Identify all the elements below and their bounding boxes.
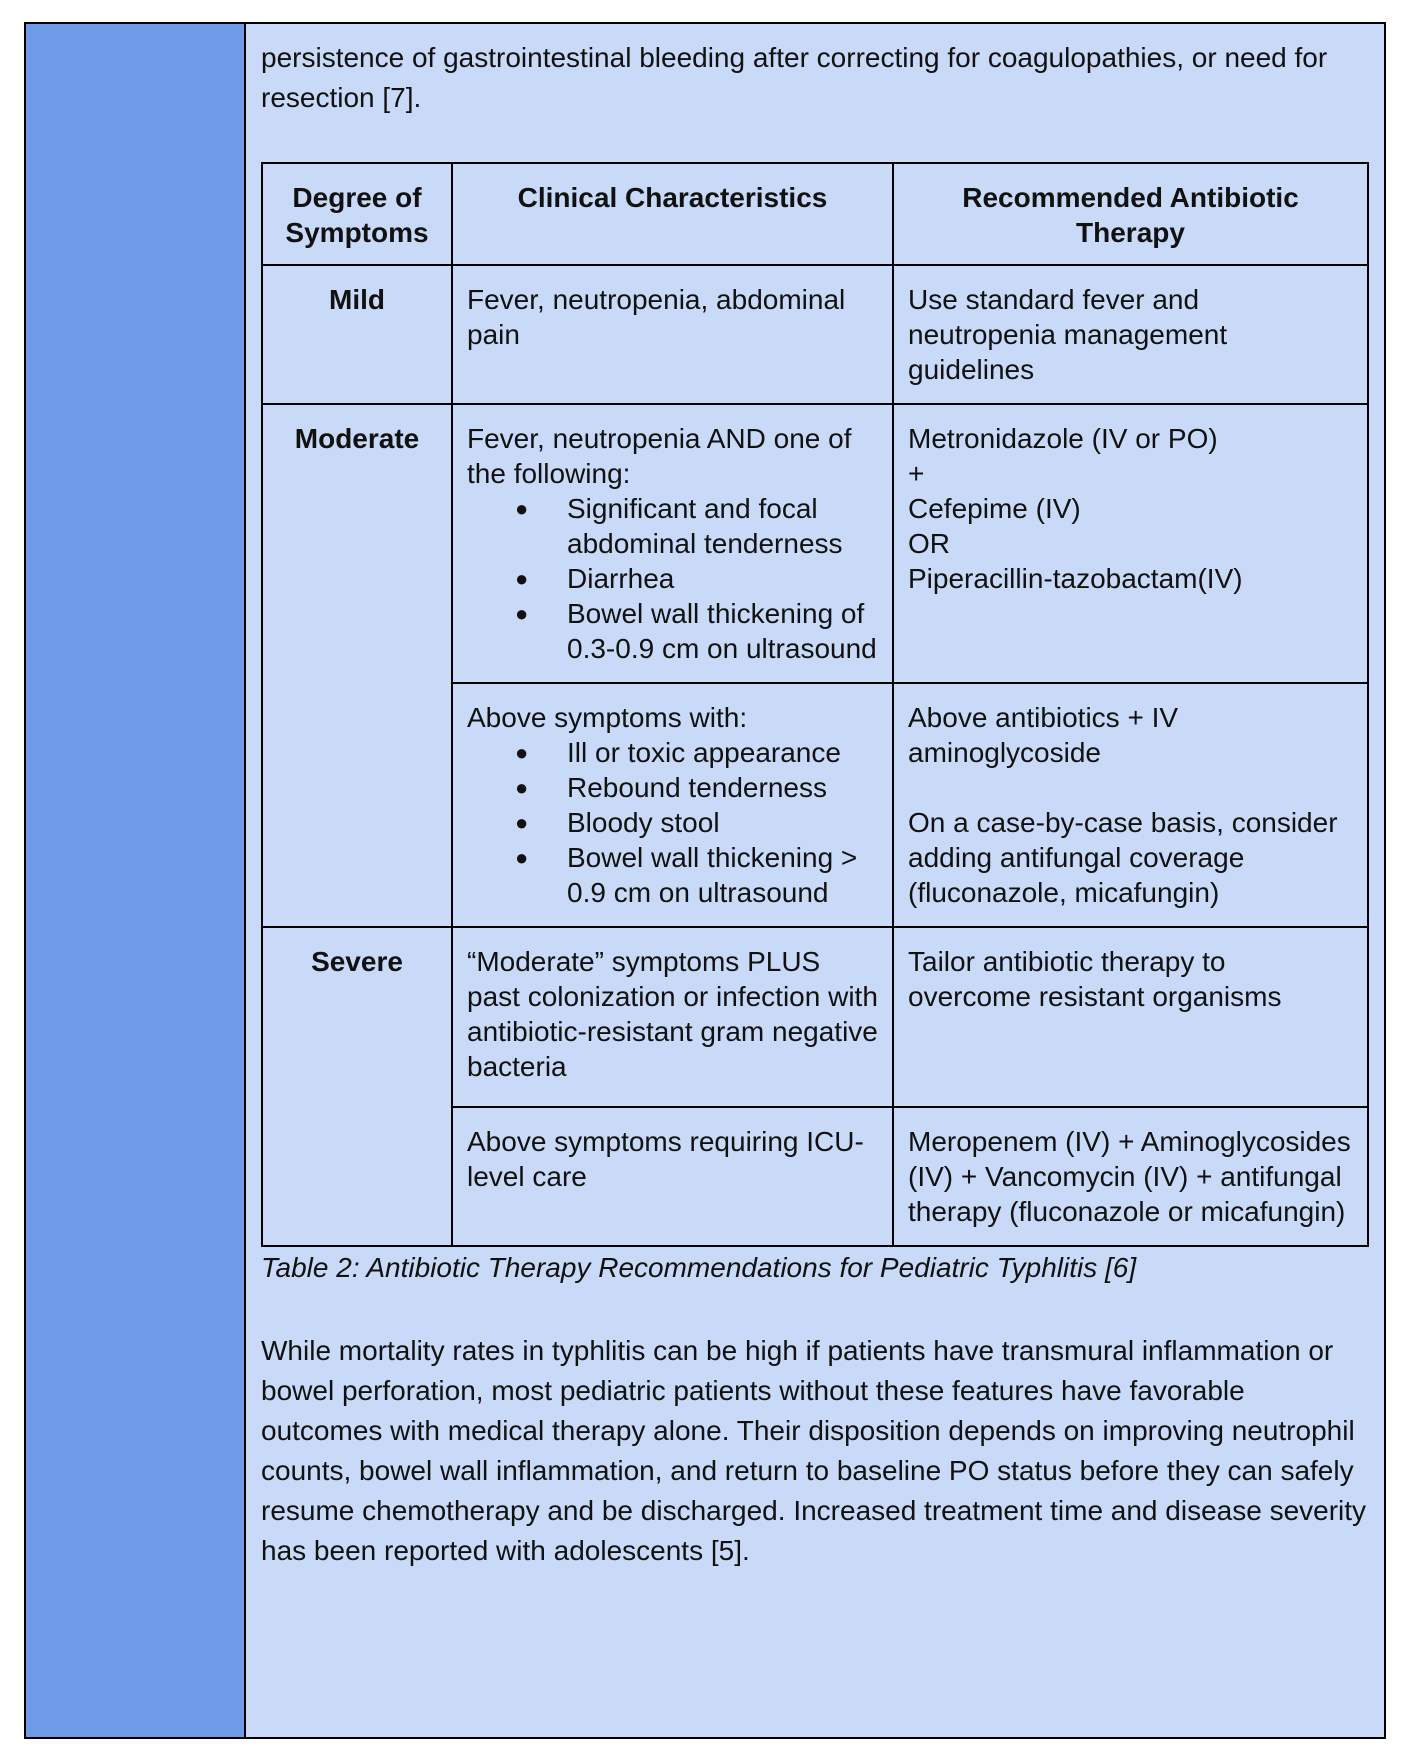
list-item: ● Significant and focal abdominal tenderness <box>467 491 878 561</box>
intro-paragraph: persistence of gastrointestinal bleeding after correcting for coagulopathies, or need for resection [7]. <box>261 42 1328 113</box>
list-item: ● Ill or toxic appearance <box>467 735 878 770</box>
clinical-moderate-1 <box>452 404 893 683</box>
degree-moderate: Moderate <box>262 404 452 927</box>
therapy-moderate-2 <box>893 683 1368 927</box>
therapy-mild: Use standard fever and neutropenia management guidelines <box>893 265 1368 404</box>
table-row-severe-1 <box>262 927 1368 1107</box>
therapy-severe-2: Meropenem (IV) + Aminoglycosides (IV) + Vancomycin (IV) + antifungal therapy (fluconazole or micafungin) <box>893 1107 1368 1246</box>
table-row-moderate-1 <box>262 404 1368 683</box>
degree-severe: Severe <box>262 927 452 1246</box>
header-degree: Degree of Symptoms <box>262 163 452 265</box>
therapy-moderate-2-p1: Above antibiotics + IV aminoglycoside <box>908 702 1179 768</box>
clinical-moderate-2-list <box>467 735 878 910</box>
table-row-mild <box>262 265 1368 404</box>
paragraph-gap <box>908 770 1353 805</box>
clinical-moderate-2-intro: Above symptoms with: <box>467 702 748 733</box>
clinical-moderate-1-list <box>467 491 878 666</box>
therapy-line: Piperacillin-tazobactam(IV) <box>908 563 1243 594</box>
body-paragraph: While mortality rates in typhlitis can be high if patients have transmural inflammation or bowel perforation, most pediatric patients without these features have favorable outcomes with medical therapy alone. Their disposition depends on improving neutrophil counts, bowel wall inflammation, and return to baseline PO status before they can safely resume chemotherapy and be discharged. Increased treatment time and disease severity has been reported with adolescents [5]. <box>261 1335 1367 1566</box>
degree-mild: Mild <box>262 265 452 404</box>
clinical-severe-1: “Moderate” symptoms PLUS past colonization or infection with antibiotic-resistant gram negative bacteria <box>452 927 893 1107</box>
clinical-moderate-1-intro: Fever, neutropenia AND one of the following: <box>467 423 852 489</box>
sidebar-color-bar <box>26 24 246 1737</box>
content-panel <box>246 24 1384 1737</box>
header-clinical: Clinical Characteristics <box>452 163 893 265</box>
clinical-moderate-2 <box>452 683 893 927</box>
therapy-line: Cefepime (IV) <box>908 493 1081 524</box>
document-frame <box>24 22 1386 1739</box>
clinical-mild: Fever, neutropenia, abdominal pain <box>452 265 893 404</box>
list-item: ● Rebound tenderness <box>467 770 878 805</box>
therapy-moderate-1 <box>893 404 1368 683</box>
list-item: ● Bloody stool <box>467 805 878 840</box>
therapy-moderate-2-p2: On a case-by-case basis, consider adding antifungal coverage (fluconazole, micafungin) <box>908 807 1338 908</box>
therapy-line: Metronidazole (IV or PO) <box>908 423 1218 454</box>
therapy-line: OR <box>908 528 950 559</box>
table-caption: Table 2: Antibiotic Therapy Recommendations for Pediatric Typhlitis [6] <box>261 1252 1137 1283</box>
therapy-line: + <box>908 458 925 489</box>
list-item: ● Bowel wall thickening of 0.3-0.9 cm on ultrasound <box>467 596 878 666</box>
header-therapy: Recommended Antibiotic Therapy <box>893 163 1368 265</box>
therapy-severe-1: Tailor antibiotic therapy to overcome resistant organisms <box>893 927 1368 1107</box>
antibiotic-therapy-table <box>261 162 1369 1247</box>
list-item: ● Bowel wall thickening > 0.9 cm on ultrasound <box>467 840 878 910</box>
list-item: ● Diarrhea <box>467 561 878 596</box>
clinical-severe-2: Above symptoms requiring ICU-level care <box>452 1107 893 1246</box>
table-header-row <box>262 163 1368 265</box>
